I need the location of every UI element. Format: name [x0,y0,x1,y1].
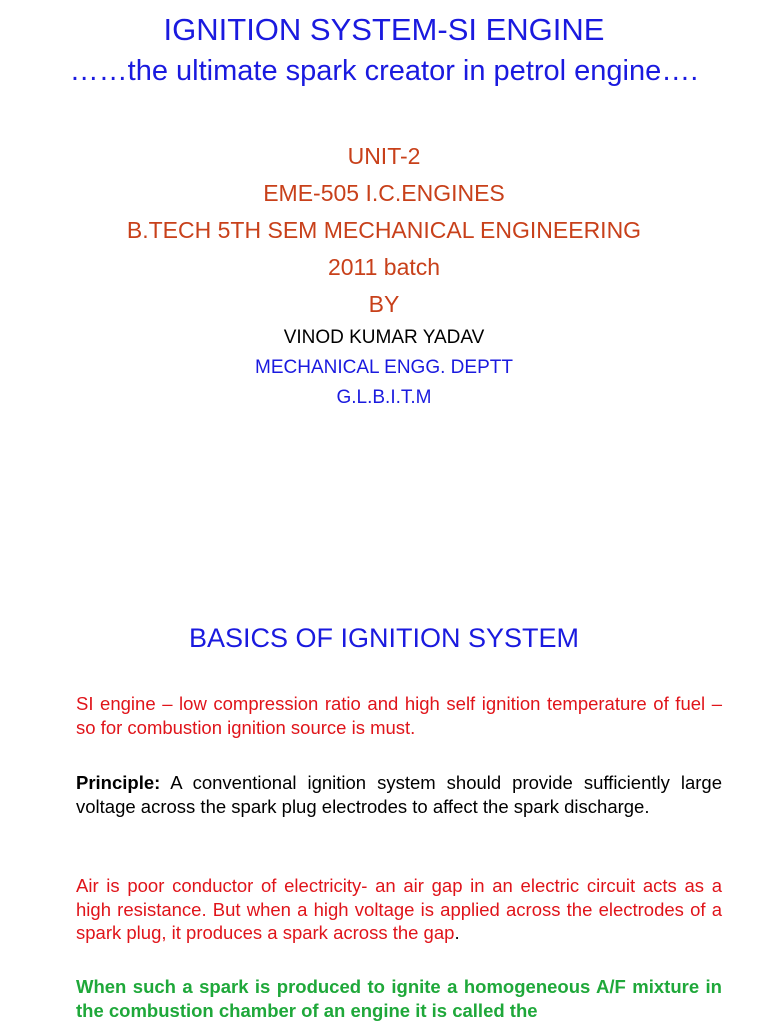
paragraph-air-conductor [76,874,722,945]
section-heading: BASICS OF IGNITION SYSTEM [188,623,580,653]
principle-label: Principle: [76,772,161,793]
air-conductor-text: Air is poor conductor of electricity- an air gap in an electric circuit acts as a high resistance. But when a high voltage is applied across the electrodes of a spark plug, it produces a spark across the gap [76,875,722,943]
by-label: BY [368,291,400,317]
air-conductor-period: . [454,922,460,943]
paragraph-principle [76,771,722,818]
author-name: VINOD KUMAR YADAV [283,327,485,348]
page-title: IGNITION SYSTEM-SI ENGINE [163,12,605,47]
course-label: EME-505 I.C.ENGINES [263,180,505,206]
principle-text: A conventional ignition system should provide sufficiently large voltage across the spark plug electrodes to affect the spark discharge. [76,772,722,817]
paragraph-spark-ignition: When such a spark is produced to ignite a homogeneous A/F mixture in the combustion chamber of an engine it is called the [76,976,722,1021]
unit-label: UNIT-2 [347,143,421,169]
paragraph-si-engine: SI engine – low compression ratio and high self ignition temperature of fuel – so for combustion ignition source is must. [76,693,722,738]
program-label: B.TECH 5TH SEM MECHANICAL ENGINEERING [126,217,642,243]
department-name: MECHANICAL ENGG. DEPTT [255,357,513,378]
page-subtitle: ……the ultimate spark creator in petrol engine…. [69,55,699,87]
batch-label: 2011 batch [327,254,441,280]
institute-name: G.L.B.I.T.M [336,387,432,408]
